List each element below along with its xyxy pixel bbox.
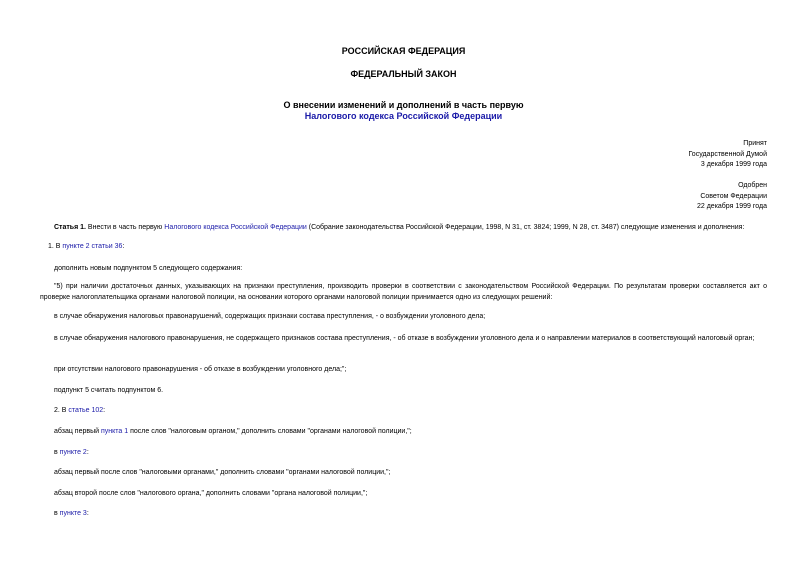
item-2-suffix: : bbox=[103, 407, 106, 414]
adopted-block bbox=[688, 139, 767, 171]
item-1-prefix: 1. В bbox=[48, 243, 63, 250]
approved-body: Советом Федерации bbox=[700, 192, 767, 200]
paragraph-1-suffix: после слов "налоговым органом," дополнить словами "органами налоговой полиции,"; bbox=[128, 428, 412, 435]
in-point-3-suffix: : bbox=[86, 510, 89, 517]
in-point-3-paragraph bbox=[40, 509, 767, 520]
case-no-violation-text: при отсутствии налогового правонарушения - об отказе в возбуждении уголовного дела;"; bbox=[54, 366, 347, 373]
paragraph-1-prefix: абзац первый bbox=[54, 428, 101, 435]
article-1-label: Статья 1. bbox=[54, 224, 86, 231]
article-1-text-before: Внести в часть первую bbox=[85, 224, 165, 231]
approved-label: Одобрен bbox=[738, 182, 767, 189]
article-1-paragraph bbox=[40, 223, 767, 234]
article-1-text-after: (Собрание законодательства Российской Федерации, 1998, N 31, ст. 3824; 1999, N 28, ст. 3487) следующие изменения и дополнения: bbox=[306, 224, 745, 231]
in-point-2-prefix: в bbox=[54, 449, 60, 456]
item-1-suffix: : bbox=[122, 243, 125, 250]
paragraph-first-amend: абзац первый после слов "налоговыми органами," дополнить словами "органами налоговой полиции,"; bbox=[54, 469, 391, 476]
item-2-paragraph bbox=[40, 406, 767, 417]
quote-subparagraph-5: "5) при наличии достаточных данных, указывающих на признаки преступления, производить проверки в соответствии с законодательством Российской Федерации. По результатам проверки составляется акт о проверке налогоплательщика органами налоговой полиции, на основании которого органами налоговой полиции принимается одно из следующих решений: bbox=[40, 283, 767, 301]
adopted-body: Государственной Думой bbox=[688, 150, 767, 158]
paragraph-1-amend bbox=[40, 427, 767, 438]
article-36-link[interactable]: пункте 2 статьи 36 bbox=[62, 243, 123, 250]
case-crime-text: в случае обнаружения налоговых правонарушений, содержащих признаки состава преступления, - о возбуждении уголовного дела; bbox=[54, 313, 486, 320]
law-title-line1: О внесении изменений и дополнений в часть первую bbox=[283, 100, 524, 110]
add-subparagraph-text: дополнить новым подпунктом 5 следующего содержания: bbox=[54, 265, 243, 272]
adopted-date: 3 декабря 1999 года bbox=[700, 161, 767, 168]
law-type-heading: ФЕДЕРАЛЬНЫЙ ЗАКОН bbox=[350, 69, 457, 79]
country-heading: РОССИЙСКАЯ ФЕДЕРАЦИЯ bbox=[341, 46, 466, 56]
case-no-crime-text: в случае обнаружения налогового правонарушения, не содержащего признаков состава преступления, - об отказе в возбуждении уголовного дела и о направлении материалов в соответствующий налоговый орган; bbox=[54, 335, 755, 342]
paragraph-second-amend: абзац второй после слов "налогового органа," дополнить словами "органа налоговой полиции,"; bbox=[54, 490, 368, 497]
approved-date: 22 декабря 1999 года bbox=[696, 203, 767, 210]
approved-block bbox=[697, 181, 767, 213]
item-2-prefix: 2. В bbox=[54, 407, 69, 414]
article-102-link[interactable]: статье 102 bbox=[68, 407, 104, 414]
point-1-link[interactable]: пункта 1 bbox=[101, 428, 129, 435]
in-point-2-suffix: : bbox=[86, 449, 89, 456]
point-3-link[interactable]: пункте 3 bbox=[59, 510, 87, 517]
in-point-3-prefix: в bbox=[54, 510, 60, 517]
adopted-label: Принят bbox=[743, 140, 767, 147]
tax-code-link[interactable]: Налогового кодекса Российской Федерации bbox=[164, 224, 307, 231]
in-point-2-paragraph bbox=[40, 448, 767, 459]
renumber-text: подпункт 5 считать подпунктом 6. bbox=[54, 387, 164, 394]
point-2-link[interactable]: пункте 2 bbox=[59, 449, 87, 456]
law-title-line2-link[interactable]: Налогового кодекса Российской Федерации bbox=[304, 111, 503, 121]
item-1-paragraph bbox=[48, 242, 775, 253]
